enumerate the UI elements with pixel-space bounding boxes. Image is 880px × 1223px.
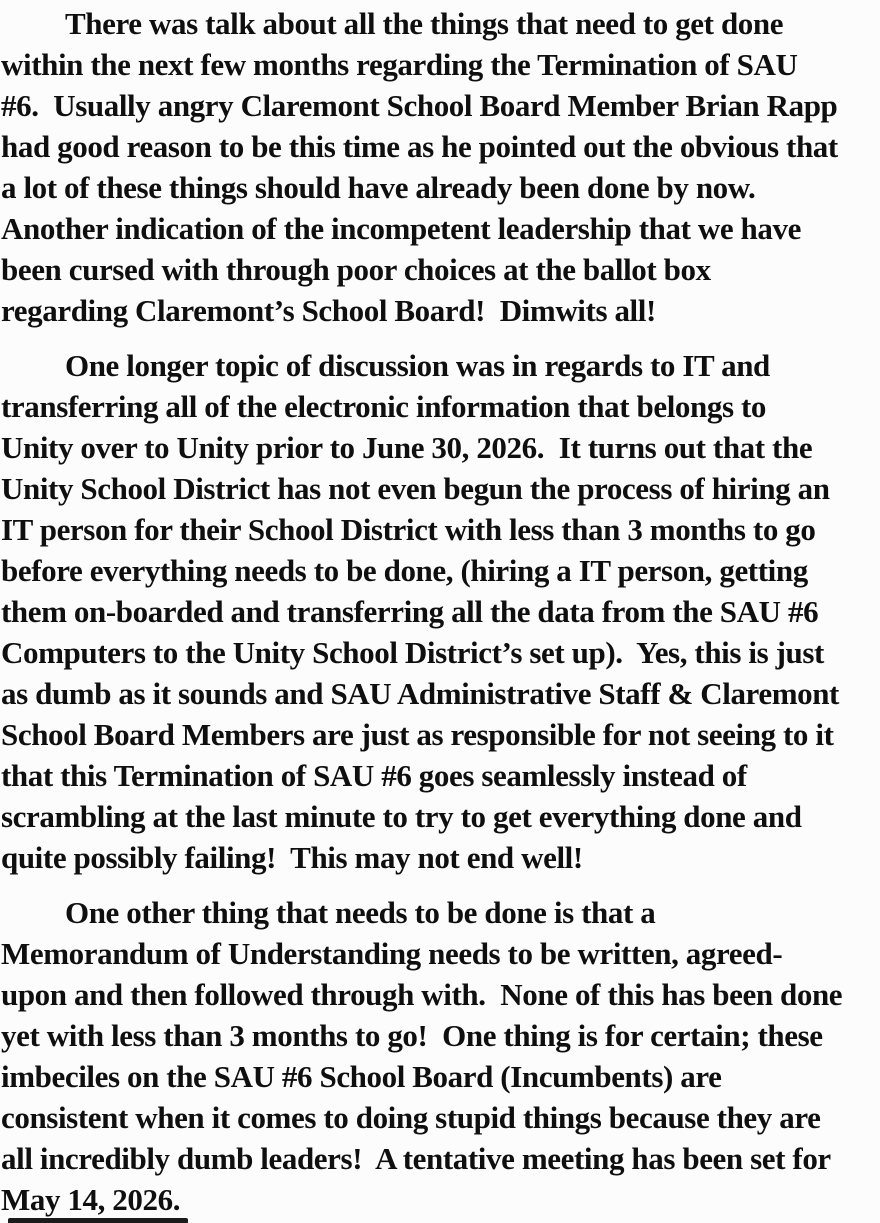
text-line: School Board Members are just as responsible for not seeing to it <box>1 717 834 752</box>
text-line: Unity over to Unity prior to June 30, 2026. It turns out that the <box>1 430 813 465</box>
text-line: One other thing that needs to be done is that a <box>65 895 656 930</box>
text-line: May 14, 2026. <box>1 1182 181 1217</box>
text-line: within the next few months regarding the Termination of SAU <box>1 47 798 82</box>
text-line: Computers to the Unity School District’s set up). Yes, this is just <box>1 635 824 670</box>
text-line: them on-boarded and transferring all the data from the SAU #6 <box>1 594 819 629</box>
text-line: had good reason to be this time as he pointed out the obvious that <box>1 129 838 164</box>
text-line: IT person for their School District with less than 3 months to go <box>1 512 816 547</box>
text-line: imbeciles on the SAU #6 School Board (Incumbents) are <box>1 1059 722 1094</box>
text-line: consistent when it comes to doing stupid things because they are <box>1 1100 821 1135</box>
text-line: transferring all of the electronic information that belongs to <box>1 389 767 424</box>
text-line: Unity School District has not even begun the process of hiring an <box>1 471 830 506</box>
text-line: scrambling at the last minute to try to get everything done and <box>1 799 802 834</box>
text-line: regarding Claremont’s School Board! Dimwits all! <box>1 293 656 328</box>
text-line: all incredibly dumb leaders! A tentative meeting has been set for <box>1 1141 831 1176</box>
text-line: #6. Usually angry Claremont School Board Member Brian Rapp <box>1 88 838 123</box>
paragraph <box>0 3 880 331</box>
text-line: There was talk about all the things that need to get done <box>65 6 784 41</box>
paragraph <box>0 892 880 1220</box>
text-line: a lot of these things should have already been done by now. <box>1 170 756 205</box>
text-line: One longer topic of discussion was in regards to IT and <box>65 348 770 383</box>
text-line: quite possibly failing! This may not end well! <box>1 840 583 875</box>
text-line: as dumb as it sounds and SAU Administrative Staff & Claremont <box>1 676 839 711</box>
cutoff-next-line-artifact <box>8 1218 188 1223</box>
text-line: Memorandum of Understanding needs to be written, agreed- <box>1 936 783 971</box>
text-line: upon and then followed through with. None of this has been done <box>1 977 843 1012</box>
paragraph <box>0 345 880 878</box>
text-line: before everything needs to be done, (hiring a IT person, getting <box>1 553 808 588</box>
text-line: been cursed with through poor choices at the ballot box <box>1 252 711 287</box>
text-line: that this Termination of SAU #6 goes seamlessly instead of <box>1 758 747 793</box>
text-line: Another indication of the incompetent leadership that we have <box>1 211 801 246</box>
text-line: yet with less than 3 months to go! One thing is for certain; these <box>1 1018 823 1053</box>
